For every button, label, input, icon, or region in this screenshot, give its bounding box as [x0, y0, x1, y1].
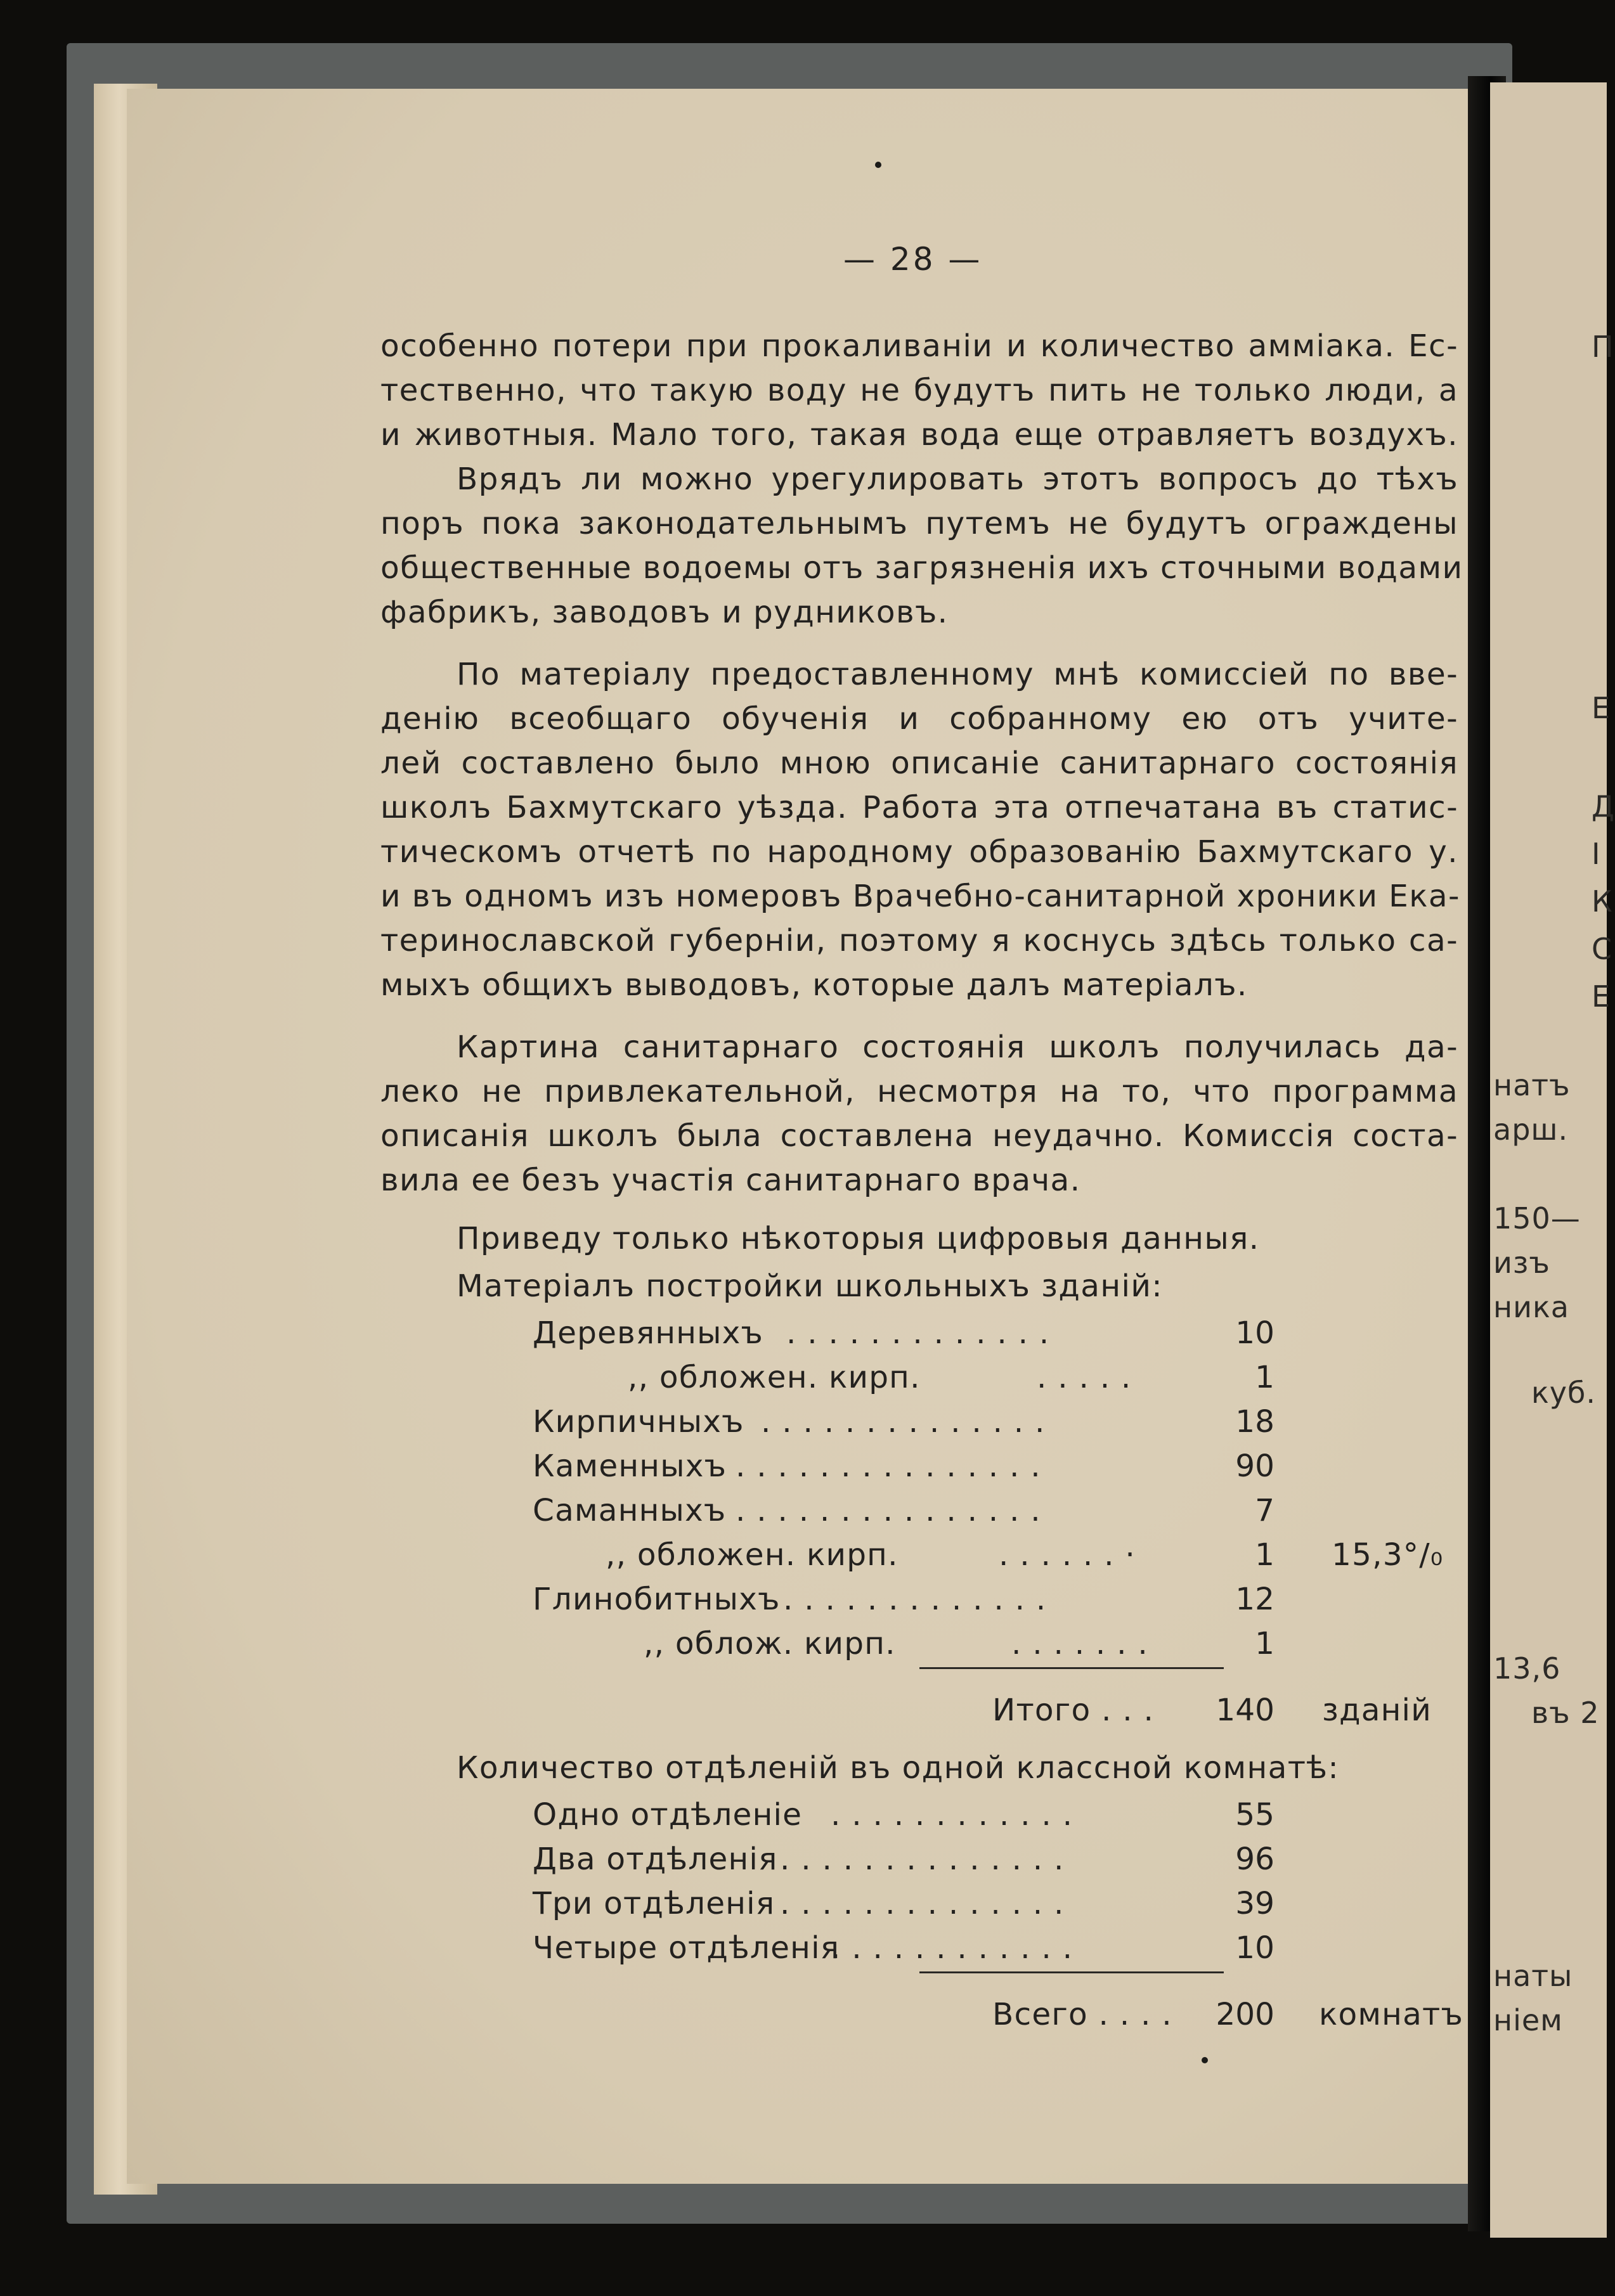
text-line: По матерiалу предоставленному мнѣ комиссiей по вве- — [457, 657, 1458, 692]
total-label: Всего . . . . — [992, 1997, 1172, 2032]
total-unit: зданiй — [1322, 1693, 1432, 1728]
next-page-fragment: натъ — [1493, 1068, 1571, 1102]
next-page-fragment: 13,6 — [1493, 1651, 1561, 1686]
leader-dots: . . . . . . . . . . . . . — [786, 1315, 1050, 1351]
table1-row-value: 1 — [1255, 1360, 1274, 1395]
speck-mark — [875, 162, 881, 168]
text-line: Картина санитарнаго состоянiя школъ получилась да- — [457, 1029, 1458, 1065]
book-page — [127, 89, 1487, 2184]
table2-row-label: Четыре отдѣленiя — [533, 1930, 840, 1966]
text-line: и въ одномъ изъ номеровъ Врачебно-санитарной хроники Ека- — [380, 879, 1460, 914]
table1-row-label: Кирпичныхъ — [533, 1404, 744, 1440]
page-number: — 28 — — [843, 241, 983, 278]
next-page-fragment: въ 2 — [1531, 1696, 1600, 1730]
text-line: особенно потери при прокаливанiи и количество аммiака. Ес- — [380, 328, 1458, 364]
next-page-fragment: С — [1592, 932, 1613, 966]
text-line: поръ пока законодательнымъ путемъ не будутъ ограждены — [380, 506, 1458, 541]
table1-row-value: 18 — [1235, 1404, 1274, 1440]
leader-dots: . . . . . . . . . . . . . . . — [736, 1448, 1041, 1484]
leader-dots: . . . . . . . . . . . . . . . — [736, 1493, 1041, 1528]
table1-row-label: Глинобитныхъ — [533, 1582, 781, 1617]
leader-dots: . . . . . . . . . . . . — [831, 1930, 1073, 1966]
total-value: 140 — [1216, 1693, 1274, 1728]
sum-rule — [919, 1971, 1224, 1973]
table2-row-label: Два отдѣленiя — [533, 1841, 778, 1877]
next-page-edge — [1490, 82, 1615, 2238]
leader-dots: . . . . . — [1037, 1360, 1132, 1395]
next-page-fragment: I — [1592, 837, 1601, 871]
text-line: теринославской губернiи, поэтому я коснусь здѣсь только са- — [380, 923, 1458, 958]
table1-row-label: Саманныхъ — [533, 1493, 727, 1528]
table2-heading: Количество отдѣленiй въ одной классной комнатѣ: — [457, 1750, 1340, 1786]
next-page-fragment: наты — [1493, 1959, 1573, 1993]
intro-line: Приведу только нѣкоторыя цифровыя данныя. — [457, 1221, 1260, 1256]
table1-row-value: 90 — [1235, 1448, 1274, 1484]
text-line: денiю всеобщаго обученiя и собранному ею отъ учите- — [380, 701, 1458, 737]
next-page-fragment: изъ — [1493, 1246, 1550, 1280]
next-page-fragment: Д — [1592, 789, 1615, 823]
table1-row-label: ,, обложен. кирп. — [606, 1537, 898, 1573]
next-page-fragment: К — [1592, 884, 1613, 919]
table1-row-label: Деревянныхъ — [533, 1315, 763, 1351]
table1-row-label: ,, облож. кирп. — [644, 1626, 896, 1661]
total-value: 200 — [1216, 1997, 1274, 2032]
text-line: и животныя. Мало того, такая вода еще отравляетъ воздухъ. — [380, 417, 1458, 453]
text-line: общественные водоемы отъ загрязненiя ихъ сточными водами — [380, 550, 1463, 586]
text-line: фабрикъ, заводовъ и рудниковъ. — [380, 595, 949, 630]
table1-row-value: 12 — [1235, 1582, 1274, 1617]
text-line: мыхъ общихъ выводовъ, которые далъ матерiалъ. — [380, 967, 1248, 1003]
leader-dots: . . . . . . . . . . . . . . — [780, 1841, 1065, 1877]
next-page-fragment: П — [1592, 330, 1614, 364]
leader-dots: . . . . . . . . . . . . . . — [761, 1404, 1046, 1440]
table1-row-value: 7 — [1255, 1493, 1274, 1528]
leader-dots: . . . . . . . . . . . . — [831, 1797, 1073, 1833]
table1-row-label: Каменныхъ — [533, 1448, 727, 1484]
table1-heading: Матерiалъ постройки школьныхъ зданiй: — [457, 1268, 1164, 1304]
next-page-fragment: Е — [1592, 979, 1611, 1014]
table2-row-value: 39 — [1235, 1886, 1274, 1921]
table1-row-value: 1 — [1255, 1626, 1274, 1661]
leader-dots: . . . . . . . . . . . . . . — [780, 1886, 1065, 1921]
table1-row-value: 1 — [1255, 1537, 1274, 1573]
total-label: Итого . . . — [992, 1693, 1155, 1728]
total-unit: комнатъ — [1319, 1997, 1463, 2032]
table2-row-label: Одно отдѣленiе — [533, 1797, 803, 1833]
text-line: тическомъ отчетѣ по народному образованiю Бахмутскаго у. — [380, 834, 1458, 870]
text-line: вила ее безъ участiя санитарнаго врача. — [380, 1163, 1081, 1198]
next-page-fragment: Е — [1592, 691, 1611, 725]
leader-dots: . . . . . . . . . . . . . — [783, 1582, 1047, 1617]
percent-note: 15,3°/₀ — [1332, 1537, 1444, 1573]
table1-row-label: ,, обложен. кирп. — [628, 1360, 921, 1395]
next-page-fragment: куб. — [1531, 1376, 1596, 1410]
text-line: школъ Бахмутскаго уѣзда. Работа эта отпечатана въ статис- — [380, 790, 1458, 825]
sum-rule — [919, 1667, 1224, 1669]
text-line: тественно, что такую воду не будутъ пить не только люди, а — [380, 373, 1458, 408]
text-line: описанiя школъ была составлена неудачно. Комиссiя соста- — [380, 1118, 1458, 1154]
speck-mark — [1202, 2057, 1208, 2063]
table2-row-value: 55 — [1235, 1797, 1274, 1833]
table1-row-value: 10 — [1235, 1315, 1274, 1351]
leader-dots: . . . . . . . — [1011, 1626, 1149, 1661]
text-line: леко не привлекательной, несмотря на то, что программа — [380, 1074, 1458, 1109]
next-page-fragment: арш. — [1493, 1113, 1569, 1147]
table2-row-label: Три отдѣленiя — [533, 1886, 775, 1921]
leader-dots: . . . . . . · — [999, 1537, 1136, 1573]
text-line: лей составлено было мною описанiе санитарнаго состоянiя — [380, 745, 1458, 781]
next-page-fragment: ника — [1493, 1290, 1569, 1324]
text-line: Врядъ ли можно урегулировать этотъ вопросъ до тѣхъ — [457, 461, 1458, 497]
table2-row-value: 96 — [1235, 1841, 1274, 1877]
next-page-fragment: 150— — [1493, 1201, 1581, 1235]
table2-row-value: 10 — [1235, 1930, 1274, 1966]
next-page-fragment: нiем — [1493, 2003, 1563, 2037]
